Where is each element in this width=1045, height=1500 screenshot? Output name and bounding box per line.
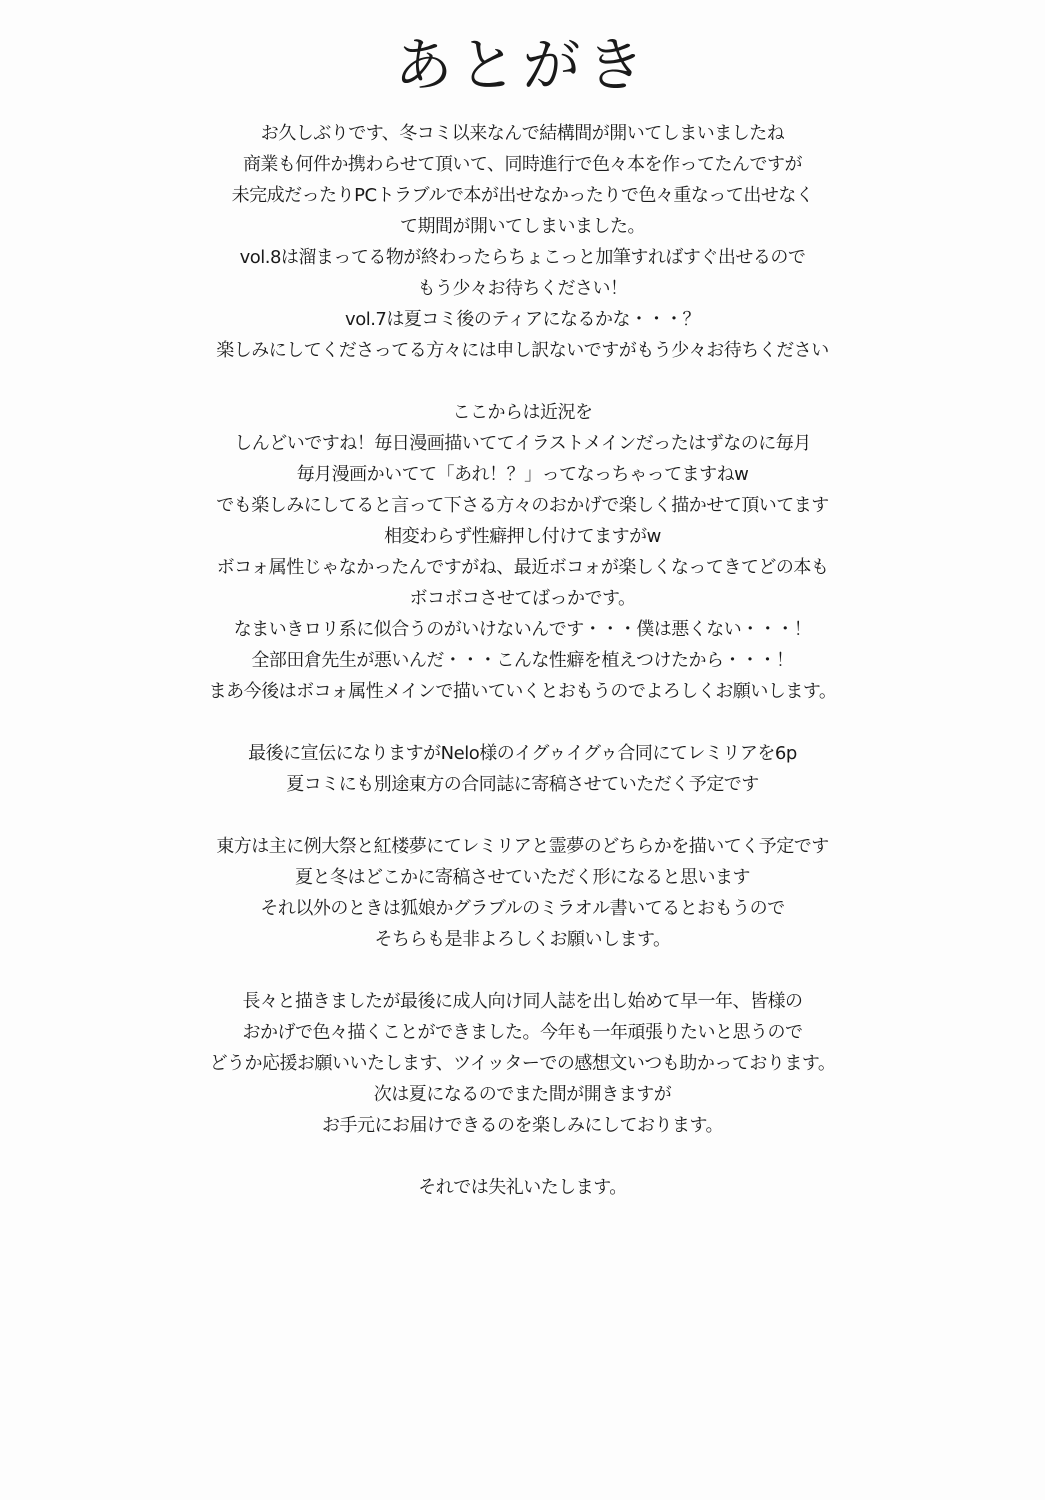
text-line: ボコボコさせてばっかです。 [409,588,636,609]
paragraph-thanks [0,986,1045,1141]
paragraph-spacer [0,955,1045,986]
text-line: ボコォ属性じゃなかったんですがね、最近ボコォが楽しくなってきてどの本も [216,557,829,578]
text-line: 相変わらず性癖押し付けてますがw [384,526,661,547]
text-line: どうか応援お願いいたします、ツイッターでの感想文いつも助かっております。 [209,1053,836,1074]
text-line: 毎月漫画かいてて「あれ！？」ってなっちゃってますねw [296,464,749,485]
text-line: それ以外のときは狐娘かグラブルのミラオル書いてるとおもうので [260,898,785,919]
text-line: お手元にお届けできるのを楽しみにしております。 [321,1115,724,1136]
afterword-body [0,118,1045,1203]
paragraph-promotion [0,738,1045,800]
text-line: vol.7は夏コミ後のティアになるかな・・・？ [345,309,700,330]
page-title: あとがき [394,31,651,99]
text-line: 夏と冬はどこかに寄稿させていただく形になると思います [295,867,750,888]
text-line: お久しぶりです、冬コミ以来なんで結構間が開いてしまいましたね [260,123,785,144]
text-line: 楽しみにしてくださってる方々には申し訳ないですがもう少々お待ちください [216,340,829,361]
paragraph-spacer [0,707,1045,738]
text-line: 最後に宣伝になりますがNelo様のイグゥイグゥ合同にてレミリアを6p [248,743,797,764]
text-line: 次は夏になるのでまた間が開きますが [373,1084,672,1105]
paragraph-plans [0,831,1045,955]
text-line: て期間が開いてしまいました。 [400,216,645,237]
text-line: もう少々お待ちください！ [417,278,628,299]
text-line: 長々と描きましたが最後に成人向け同人誌を出し始めて早一年、皆様の [242,991,803,1012]
text-line: 夏コミにも別途東方の合同誌に寄稿させていただく予定です [286,774,759,795]
text-line: ここからは近況を [452,402,593,423]
paragraph-spacer [0,366,1045,397]
paragraph-spacer [0,800,1045,831]
paragraph-recent-news [0,397,1045,707]
text-line: 商業も何件か携わらせて頂いて、同時進行で色々本を作ってたんですが [242,154,803,175]
text-line: そちらも是非よろしくお願いします。 [374,929,671,950]
text-line: 未完成だったりPCトラブルで本が出せなかったりで色々重なって出せなく [231,185,814,206]
paragraph-spacer [0,1141,1045,1172]
text-line: 東方は主に例大祭と紅楼夢にてレミリアと霊夢のどちらかを描いてく予定です [216,836,829,857]
paragraph-closing [0,1172,1045,1203]
text-line: しんどいですね！毎日漫画描いててイラストメインだったはずなのに毎月 [234,433,811,454]
paragraph-greeting [0,118,1045,366]
text-line: それでは失礼いたします。 [418,1177,627,1198]
text-line: おかげで色々描くことができました。今年も一年頑張りたいと思うので [242,1022,803,1043]
text-line: なまいきロリ系に似合うのがいけないんです・・・僕は悪くない・・・！ [233,619,812,640]
text-line: vol.8は溜まってる物が終わったらちょこっと加筆すればすぐ出せるので [239,247,806,268]
text-line: まあ今後はボコォ属性メインで描いていくとおもうのでよろしくお願いします。 [208,681,837,702]
text-line: でも楽しみにしてると言って下さる方々のおかげで楽しく描かせて頂いてます [216,495,829,516]
text-line: 全部田倉先生が悪いんだ・・・こんな性癖を植えつけたから・・・！ [251,650,794,671]
